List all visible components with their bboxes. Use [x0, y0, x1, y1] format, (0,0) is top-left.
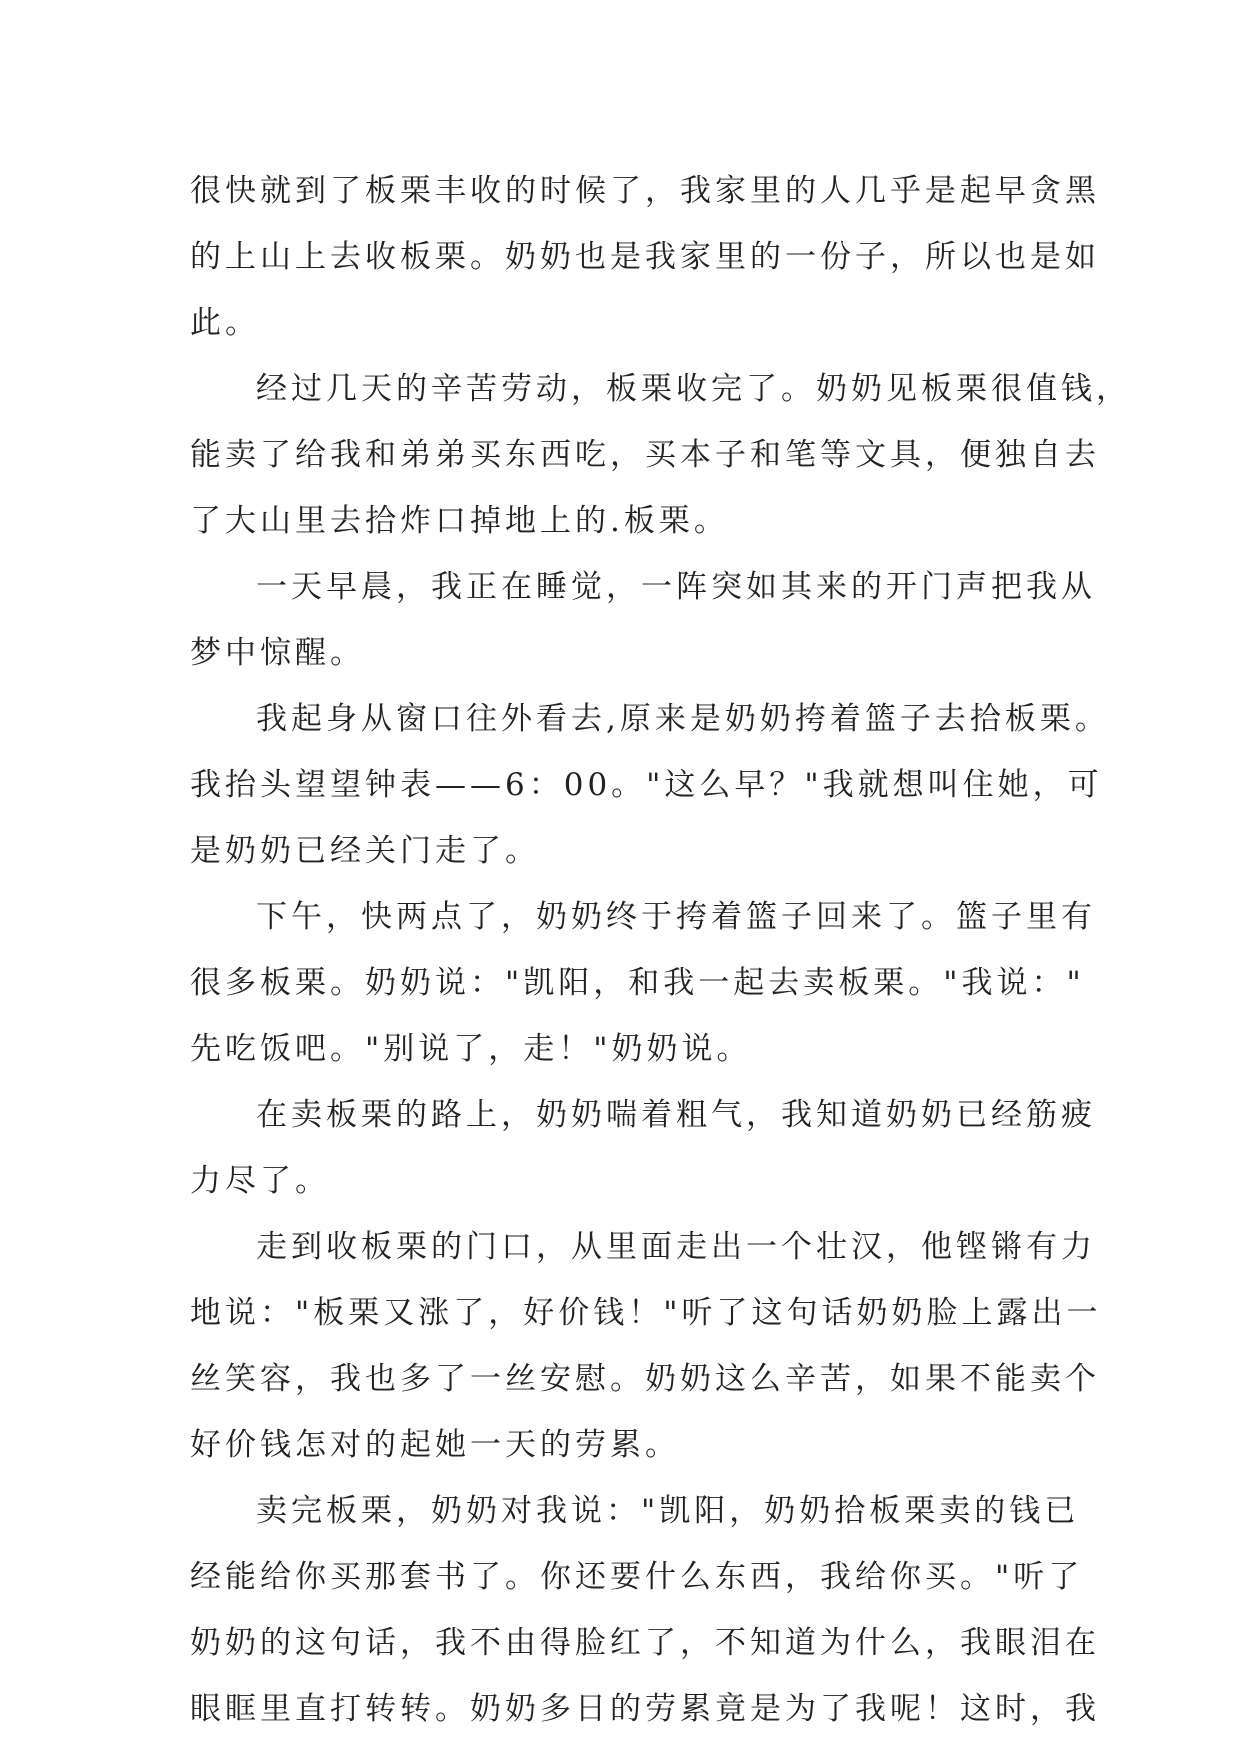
text-line: 先吃饭吧。"别说了，走！"奶奶说。 [190, 1031, 752, 1067]
paragraph-first-line: 走到收板栗的门口，从里面走出一个壮汉，他铿锵有力 [256, 1229, 1096, 1265]
text-line: 的上山上去收板栗。奶奶也是我家里的一份子，所以也是如 [190, 239, 1100, 275]
paragraph-first-line: 经过几天的辛苦劳动，板栗收完了。奶奶见板栗很值钱， [256, 371, 1131, 407]
paragraph-first-line: 我起身从窗口往外看去,原来是奶奶挎着篮子去拾板栗。 [256, 701, 1110, 737]
text-line: 地说："板栗又涨了，好价钱！"听了这句话奶奶脸上露出一 [190, 1295, 1102, 1331]
paragraph-first-line: 在卖板栗的路上，奶奶喘着粗气，我知道奶奶已经筋疲 [256, 1097, 1096, 1133]
text-line: 好价钱怎对的起她一天的劳累。 [190, 1427, 680, 1463]
text-line: 丝笑容，我也多了一丝安慰。奶奶这么辛苦，如果不能卖个 [190, 1361, 1100, 1397]
text-line: 很快就到了板栗丰收的时候了，我家里的人几乎是起早贪黑 [190, 173, 1100, 209]
text-line: 我抬头望望钟表——6：00。"这么早？"我就想叫住她，可 [190, 767, 1103, 803]
paragraph-first-line: 卖完板栗，奶奶对我说："凯阳，奶奶拾板栗卖的钱已 [256, 1493, 1080, 1529]
text-line: 奶奶的这句话，我不由得脸红了，不知道为什么，我眼泪在 [190, 1625, 1100, 1661]
text-line: 是奶奶已经关门走了。 [190, 833, 540, 869]
text-line: 力尽了。 [190, 1163, 330, 1199]
text-line: 很多板栗。奶奶说："凯阳，和我一起去卖板栗。"我说：" [190, 965, 1085, 1001]
text-line: 能卖了给我和弟弟买东西吃，买本子和笔等文具，便独自去 [190, 437, 1100, 473]
article-body [190, 158, 1131, 1742]
paragraph-first-line: 一天早晨，我正在睡觉，一阵突如其来的开门声把我从 [256, 569, 1096, 605]
text-line: 了大山里去拾炸口掉地上的.板栗。 [190, 503, 729, 539]
text-line: 经能给你买那套书了。你还要什么东西，我给你买。"听了 [190, 1559, 1084, 1595]
text-line: 此。 [190, 305, 260, 341]
paragraph-first-line: 下午，快两点了，奶奶终于挎着篮子回来了。篮子里有 [256, 899, 1096, 935]
text-line: 眼眶里直打转转。奶奶多日的劳累竟是为了我呢！这时，我 [190, 1691, 1100, 1727]
text-line: 梦中惊醒。 [190, 635, 365, 671]
